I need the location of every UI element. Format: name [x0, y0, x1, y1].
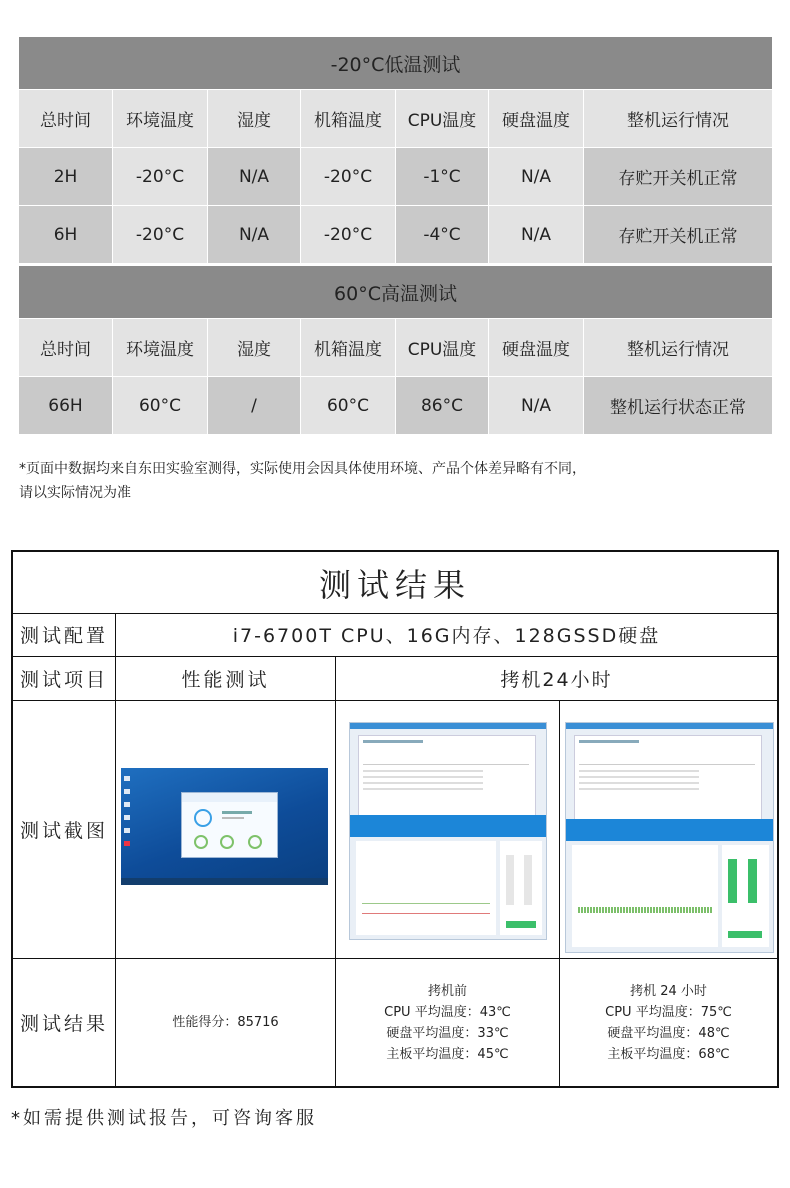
header-cell: 机箱温度: [300, 319, 395, 376]
item-burn: 拷机24小时: [500, 669, 613, 691]
high-temp-title: 60°C高温测试: [19, 266, 772, 318]
table-cell: 存贮开关机正常: [583, 148, 772, 205]
after-cpu: CPU 平均温度：75℃: [605, 1004, 732, 1020]
table-cell: 6H: [19, 206, 112, 263]
table-cell: -4°C: [395, 206, 488, 263]
table-cell: N/A: [488, 377, 583, 434]
desktop-icons: [124, 776, 130, 871]
table-cell: 86°C: [395, 377, 488, 434]
before-disk: 硬盘平均温度：33℃: [386, 1025, 509, 1041]
table-cell: -20°C: [300, 148, 395, 205]
header-cell: 硬盘温度: [488, 90, 583, 147]
before-title: 拷机前: [427, 983, 467, 999]
header-cell: 环境温度: [112, 319, 207, 376]
result-label: 测试结果: [19, 1013, 108, 1035]
config-label: 测试配置: [19, 625, 108, 647]
table-cell: 存贮开关机正常: [583, 206, 772, 263]
perf-test-screenshot: [121, 768, 328, 885]
after-board: 主板平均温度：68℃: [607, 1046, 730, 1062]
table-cell: /: [207, 377, 300, 434]
item-label: 测试项目: [19, 669, 108, 691]
table-cell: N/A: [488, 206, 583, 263]
low-temp-table: [19, 37, 772, 263]
header-cell: 环境温度: [112, 90, 207, 147]
config-value: i7-6700T CPU、16G内存、128GSSD硬盘: [232, 625, 661, 647]
footer-note: *如需提供测试报告，可咨询客服: [11, 1108, 317, 1129]
table-cell: N/A: [207, 148, 300, 205]
header-cell: 整机运行情况: [583, 319, 772, 376]
table-cell: N/A: [207, 206, 300, 263]
low-temp-title: -20°C低温测试: [19, 37, 772, 89]
header-cell: CPU温度: [395, 90, 488, 147]
burn-after-screenshot: [565, 722, 774, 953]
table-cell: N/A: [488, 148, 583, 205]
after-disk: 硬盘平均温度：48℃: [607, 1025, 730, 1041]
note-line-2: 请以实际情况为准: [19, 485, 131, 501]
header-cell: 湿度: [207, 319, 300, 376]
gauge-panel: [722, 845, 769, 947]
table-cell: -20°C: [112, 206, 207, 263]
before-result: [336, 959, 559, 1086]
shot-label: 测试截图: [19, 820, 108, 842]
header-cell: 总时间: [19, 319, 112, 376]
low-temp-header-row: [19, 89, 772, 147]
header-cell: 整机运行情况: [583, 90, 772, 147]
temperature-panel: [356, 841, 496, 935]
table-cell: 60°C: [300, 377, 395, 434]
after-title: 拷机 24 小时: [630, 983, 707, 999]
perf-score: 性能得分：85716: [172, 1015, 279, 1030]
results-title: 测试结果: [13, 552, 777, 614]
table-cell: 66H: [19, 377, 112, 434]
burn-before-screenshot: [349, 722, 547, 940]
header-cell: 硬盘温度: [488, 319, 583, 376]
table-cell: -1°C: [395, 148, 488, 205]
temperature-panel: [572, 845, 718, 947]
header-cell: CPU温度: [395, 319, 488, 376]
item-perf: 性能测试: [181, 669, 270, 691]
note-line-1: *页面中数据均来自东田实验室测得，实际使用会因具体使用环境、产品个体差异略有不同，: [19, 461, 586, 477]
table-cell: 整机运行状态正常: [583, 377, 772, 434]
header-cell: 总时间: [19, 90, 112, 147]
benchmark-window: [181, 792, 278, 858]
taskbar: [121, 878, 328, 885]
table-cell: 60°C: [112, 377, 207, 434]
data-note: [19, 457, 769, 505]
after-result: [560, 959, 777, 1086]
gauge-panel: [500, 841, 542, 935]
table-cell: 2H: [19, 148, 112, 205]
results-table: [11, 550, 779, 1088]
monitor-toolbar: [566, 819, 774, 841]
high-temp-table: [19, 266, 772, 434]
table-row: [19, 376, 772, 434]
before-board: 主板平均温度：45℃: [386, 1046, 509, 1062]
header-cell: 湿度: [207, 90, 300, 147]
table-row: [19, 205, 772, 263]
table-cell: -20°C: [300, 206, 395, 263]
before-cpu: CPU 平均温度：43℃: [384, 1004, 511, 1020]
monitor-toolbar: [350, 815, 547, 837]
table-cell: -20°C: [112, 148, 207, 205]
header-cell: 机箱温度: [300, 90, 395, 147]
high-temp-header-row: [19, 318, 772, 376]
row-divider: [13, 700, 777, 701]
table-row: [19, 147, 772, 205]
